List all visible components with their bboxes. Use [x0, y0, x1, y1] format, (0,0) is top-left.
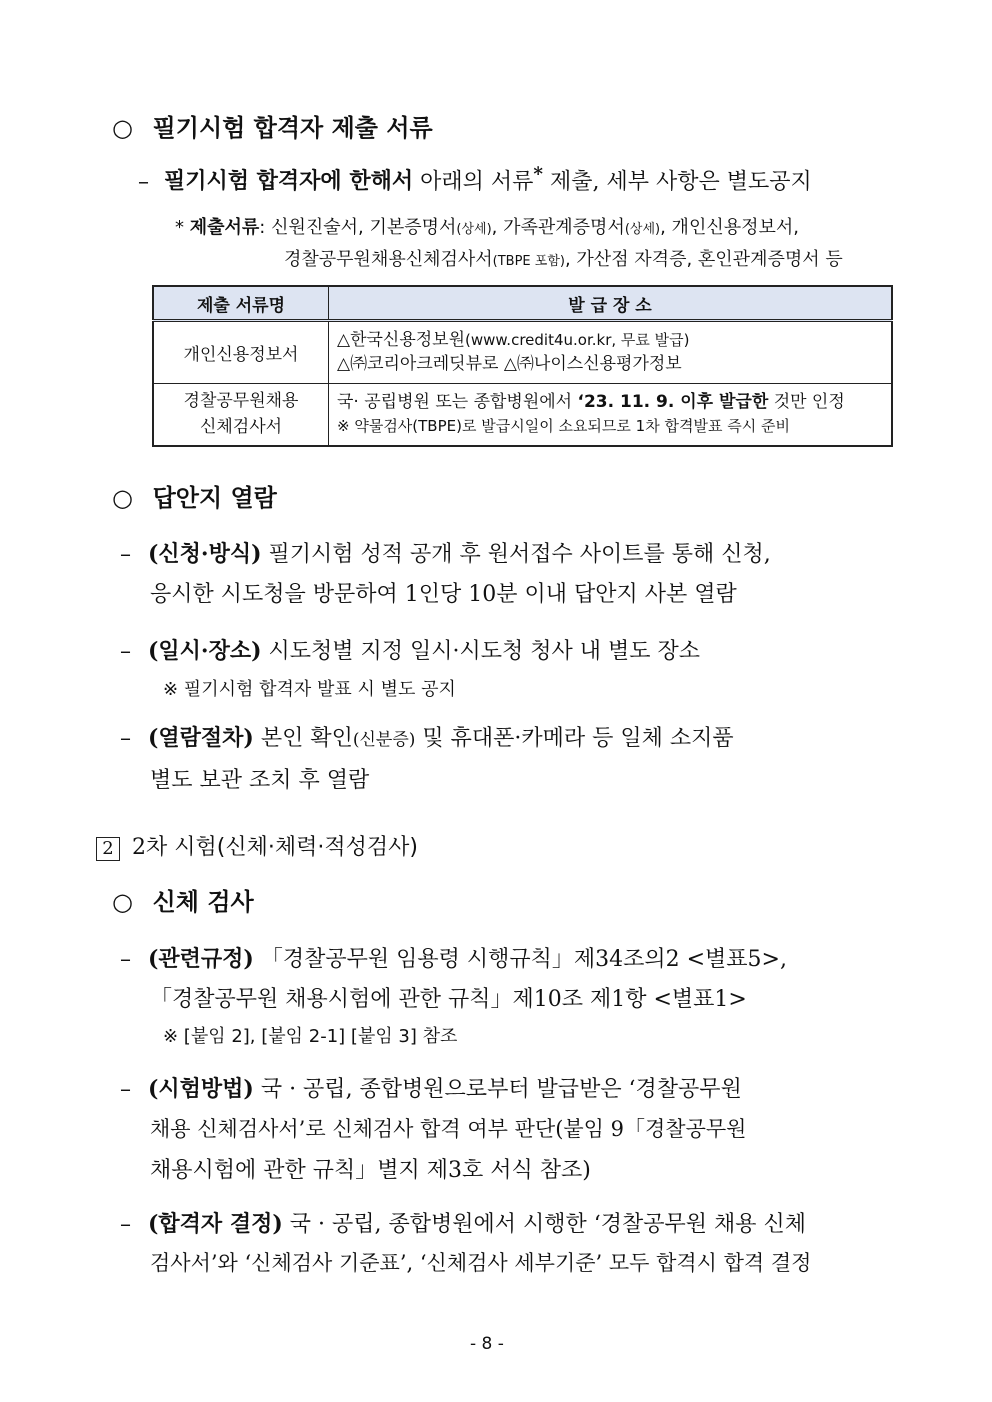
note-small: (상세): [624, 222, 661, 237]
page-number: - 8 -: [470, 1334, 504, 1354]
line-text: 아래의 서류: [420, 169, 534, 195]
section-4-heading: [112, 882, 254, 917]
submission-line: [138, 164, 812, 195]
table-cell: [329, 321, 893, 384]
item-note: ※ 필기시험 합격자 발표 시 별도 공지: [163, 679, 456, 700]
note-label: 제출서류: [189, 217, 260, 238]
footnote-star: *: [533, 164, 543, 185]
note-text: , 가족관계증명서: [491, 217, 625, 238]
line-text: 제출, 세부 사항은 별도공지: [549, 169, 812, 195]
list-item: [120, 721, 734, 752]
document-note-line-1: [175, 213, 799, 239]
table-row: [153, 383, 892, 446]
list-item: [120, 1072, 742, 1103]
dash: –: [120, 947, 131, 972]
list-item: [120, 1207, 806, 1238]
bullet: ○: [112, 888, 133, 916]
cell-bold: ‘23. 11. 9. 이후 발급한: [577, 392, 769, 413]
dash: –: [120, 542, 131, 567]
item-note: ※ [붙임 2], [붙임 2-1] [붙임 3] 참조: [163, 1026, 458, 1047]
note-text: , 가산점 자격증, 혼인관계증명서 등: [564, 249, 843, 270]
cell-text: ※ 약물검사(TBPE)로 발급시일이 소요되므로 1차 합격발표 즉시 준비: [337, 417, 790, 436]
cell-text: △㈜코리아크레딧뷰로 △㈜나이스신용평가정보: [337, 354, 682, 375]
item-text: 국 · 공립, 종합병원에서 시행한 ‘경찰공무원 채용 신체: [289, 1212, 806, 1237]
item-label: (합격자 결정): [148, 1211, 283, 1237]
dash: –: [120, 726, 131, 751]
cell-text: 경찰공무원채용: [183, 391, 299, 412]
table-header: 발 급 장 소: [329, 286, 893, 321]
item-text: 및 휴대폰·카메라 등 일체 소지품: [422, 726, 734, 751]
section-title: 2차 시험: [132, 835, 217, 860]
table-cell: 개인신용정보서: [153, 321, 329, 384]
cell-text: △한국신용정보원: [337, 330, 466, 351]
item-text: 채용시험에 관한 규칙」별지 제3호 서식 참조): [150, 1158, 591, 1183]
cell-text: (www.credit4u.or.kr, 무료 발급): [465, 331, 690, 350]
bullet: ○: [112, 484, 133, 512]
item-label: (시험방법): [148, 1076, 254, 1102]
item-text: 필기시험 성적 공개 후 원서접수 사이트를 통해 신청,: [268, 542, 771, 567]
section-title: 답안지 열람: [152, 483, 277, 512]
table-header: 제출 서류명: [153, 286, 329, 321]
section-1-heading: [112, 108, 433, 143]
document-note-line-2: [284, 245, 843, 271]
dash: –: [120, 1212, 131, 1237]
item-text: 채용 신체검사서’로 신체검사 합격 여부 판단(붙임 9「경찰공무원: [150, 1117, 747, 1141]
documents-table: [152, 285, 893, 447]
cell-text: 것만 인정: [773, 392, 845, 413]
section-title: 필기시험 합격자 제출 서류: [152, 113, 433, 142]
section-number-box: 2: [96, 837, 120, 861]
item-text: 「경찰공무원 채용시험에 관한 규칙」제10조 제1항 <별표1>: [150, 987, 747, 1012]
section-2-heading: [112, 478, 277, 513]
dash: –: [120, 639, 131, 664]
item-text: (신분증): [352, 730, 416, 750]
table-row: [153, 321, 892, 384]
list-item: [120, 942, 787, 973]
item-label: (열람절차): [148, 725, 254, 751]
table-cell: [329, 383, 893, 446]
dash: –: [138, 169, 149, 195]
item-text: 별도 보관 조치 후 열람: [150, 768, 370, 793]
cell-text: 신체검사서: [199, 417, 283, 438]
item-text: 본인 확인: [260, 726, 353, 751]
note-text: 경찰공무원채용신체검사서: [284, 249, 493, 270]
item-text: 시도청별 지정 일시·시도청 청사 내 별도 장소: [268, 639, 700, 664]
item-label: (관련규정): [148, 946, 254, 972]
list-item: [120, 537, 771, 568]
item-label: (신청·방식): [148, 541, 262, 567]
section-3-heading: [96, 830, 418, 861]
emphasis-text: 필기시험 합격자에 한해서: [164, 168, 414, 195]
item-text: 검사서’와 ‘신체검사 기준표’, ‘신체검사 세부기준’ 모두 합격시 합격 결정: [150, 1251, 812, 1275]
cell-text: 국· 공립병원 또는 종합병원에서: [337, 392, 573, 413]
item-label: (일시·장소): [148, 638, 262, 664]
bullet: ○: [112, 114, 133, 142]
section-subtitle: (신체·체력·적성검사): [216, 835, 418, 860]
list-item: [120, 634, 700, 665]
section-title: 신체 검사: [152, 887, 254, 916]
dash: –: [120, 1077, 131, 1102]
note-text: , 개인신용정보서,: [660, 217, 799, 238]
item-text: 응시한 시도청을 방문하여 1인당 10분 이내 답안지 사본 열람: [150, 582, 737, 607]
item-text: 국 · 공립, 종합병원으로부터 발급받은 ‘경찰공무원: [260, 1077, 742, 1102]
note-small: (상세): [456, 222, 492, 237]
note-text: : 신원진술서, 기본증명서: [259, 217, 457, 238]
table-cell: [153, 383, 329, 446]
note-small: (TBPE 포함): [492, 254, 565, 269]
note-star: *: [175, 217, 184, 238]
item-text: 「경찰공무원 임용령 시행규칙」제34조의2 <별표5>,: [260, 947, 787, 972]
